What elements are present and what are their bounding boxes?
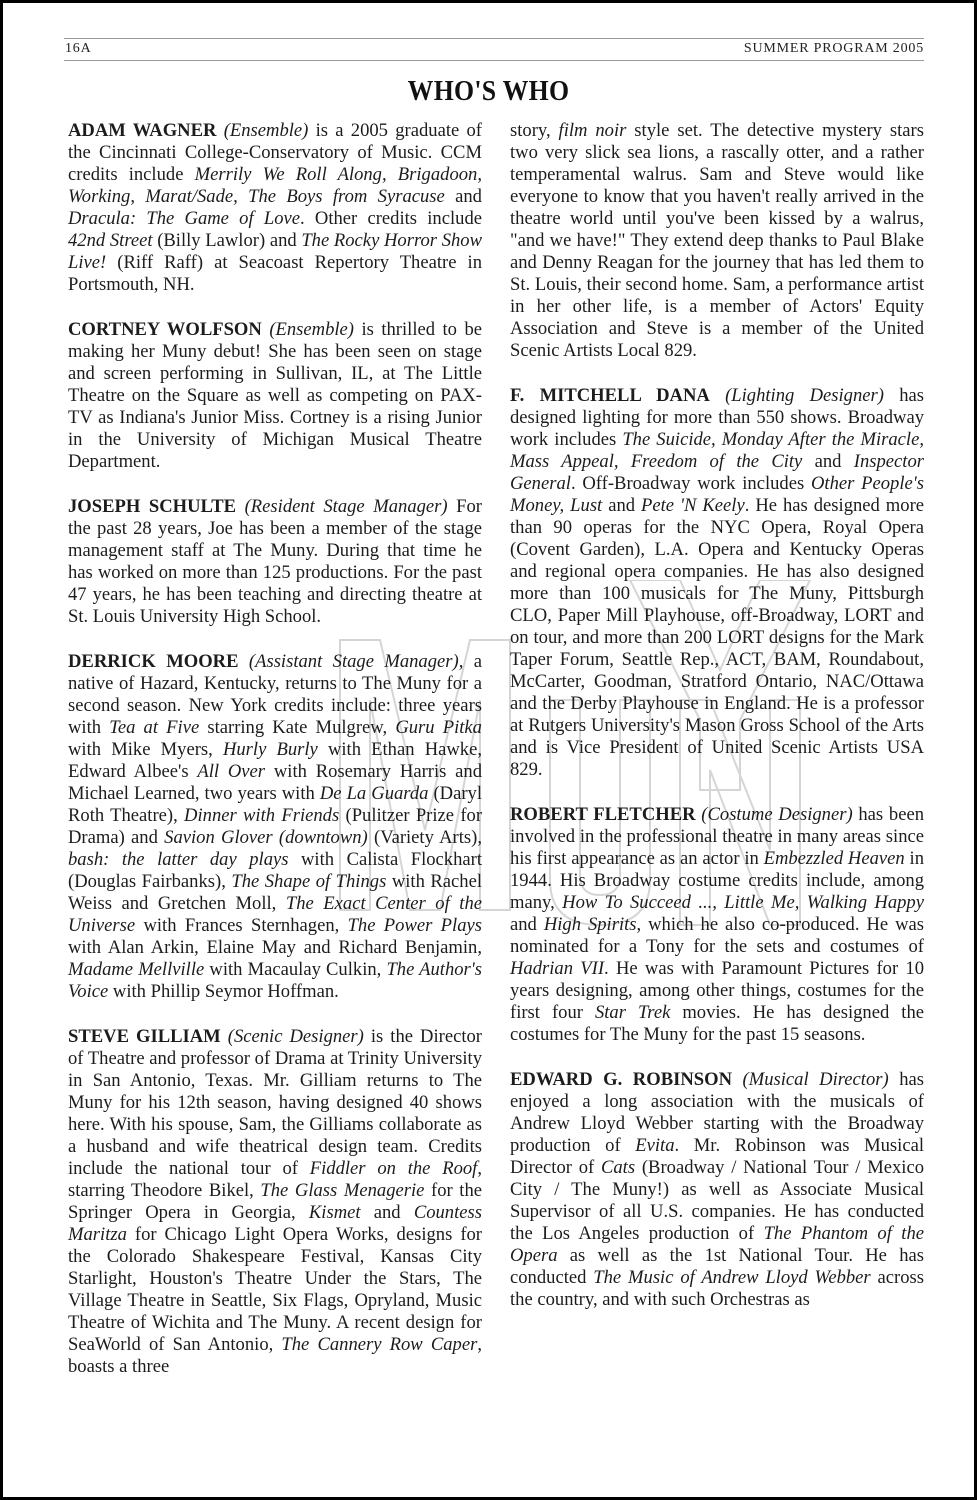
italic-title: Evita (635, 1135, 675, 1156)
bio-name: STEVE GILLIAM (68, 1026, 221, 1047)
bio-text: with Rosemary Harris and Michael Learned, two years with (68, 761, 483, 804)
bio-text: with Rachel Weiss and Gretchen Moll, (68, 871, 483, 914)
bio-text: (Daryl Roth Theatre), (68, 783, 482, 826)
bio-role: (Musical Director) (742, 1069, 889, 1090)
italic-title: Guru Pitka (395, 717, 482, 738)
bio-text: (Pulitzer Prize for Drama) and (68, 805, 483, 848)
italic-title: Inspector General (510, 451, 924, 494)
bio-text: . He was with Paramount Pictures for 10 years designing, among other things, costumes for the first four (510, 958, 924, 1023)
italic-title: Hadrian VII (510, 958, 605, 979)
page-number: 16A (65, 41, 92, 56)
bio-text: story, (510, 120, 559, 141)
italic-title: The Phantom of the Opera (510, 1223, 924, 1266)
bio-text: is the Director of Theatre and professor of Drama at Trinity University in San Antonio, Texas. Mr. Gilliam returns to The Muny for his 12th season, having designed 40 shows here. With his spouse, Sam, the Gilliams collaborate as a husband and wife theatrical design team. Credits include the national tour of (68, 1026, 482, 1179)
bio-text: (Riff Raff) at Seacoast Repertory Theatre in Portsmouth, NH. (68, 252, 482, 295)
italic-title: High Spirits (543, 914, 637, 935)
italic-title: film noir (558, 120, 627, 141)
italic-title: Madame Mellville (68, 959, 205, 980)
bio-entry (510, 385, 924, 781)
bio-name: JOSEPH SCHULTE (68, 496, 237, 517)
bio-text: (Broadway / National Tour / Mexico City / The Muny!) as well as Associate Musical Supervisor of all U.S. companies. He has conducted the Los Angeles production of (510, 1157, 924, 1244)
bio-text: for the Springer Opera in Georgia, (68, 1180, 482, 1223)
bio-role: (Resident Stage Manager) (244, 496, 448, 517)
page-title: WHO'S WHO (407, 76, 570, 107)
bio-entry (510, 1069, 924, 1311)
italic-title: Savion Glover (downtown) (164, 827, 368, 848)
bio-text: and (510, 914, 544, 935)
bio-entry (68, 120, 482, 296)
bio-text: . He has designed more than 90 operas for the NYC Opera, Royal Opera (Covent Garden), L.A. Opera and Kentucky Operas and regional opera companies. He has also designed more than 100 musicals for The Muny, Pittsburgh CLO, Paper Mill Playhouse, off-Broadway, LORT and on tour, and more than 200 LORT designs for the Mark Taper Forum, Seattle Rep., ACT, BAM, Roundabout, McCarter, Goodman, Stratford Ontario, NAC/Ottawa and the Derby Playhouse in England. He is a professor at Rutgers University's Mason Gross School of the Arts and is Vice President of United Scenic Artists USA 829. (510, 495, 925, 780)
bio-text: (Billy Lawlor) and (152, 230, 302, 251)
bio-text: for Chicago Light Opera Works, designs for the Colorado Shakespeare Festival, Kansas City Starlight, Houston's Theatre Under the Stars, The Village Theatre in Seattle, Six Flags, Opryland, Music Theatre of Wichita and The Muny. A recent design for SeaWorld of San Antonio, (68, 1224, 482, 1355)
italic-title: Tea at Five (109, 717, 200, 738)
bio-text: as well as the 1st National Tour. He has conducted (510, 1245, 924, 1288)
running-header (64, 38, 924, 61)
bio-role: (Costume Designer) (701, 804, 853, 825)
italic-title: The Glass Menagerie (260, 1180, 425, 1201)
bio-name: ADAM WAGNER (68, 120, 217, 141)
bio-text: with Calista Flockhart (Douglas Fairbanks), (68, 849, 482, 892)
bio-text: has enjoyed a long association with the musicals of Andrew Lloyd Webber starting with the Broadway production of (510, 1069, 924, 1156)
bio-text: with Mike Myers, (68, 739, 223, 760)
bio-name: ROBERT FLETCHER (510, 804, 696, 825)
italic-title: Merrily We Roll Along, Brigadoon, Working, Marat/Sade, The Boys from Syracuse (68, 164, 482, 207)
italic-title: Kismet (308, 1202, 361, 1223)
italic-title: The Music of Andrew Lloyd Webber (593, 1267, 871, 1288)
bio-text: has designed lighting for more than 550 shows. Broadway work includes (510, 385, 924, 450)
italic-title: The Suicide, Monday After the Miracle, Mass Appeal, Freedom of the City (510, 429, 924, 472)
left-column (68, 120, 482, 1401)
bio-role: (Ensemble) (269, 319, 354, 340)
bio-text: , a native of Hazard, Kentucky, returns to The Muny for a second season. New York credits include: three years with (68, 651, 482, 738)
italic-title: Dinner with Friends (184, 805, 340, 826)
program-title: SUMMER PROGRAM 2005 (743, 41, 924, 56)
italic-title: Hurly Burly (222, 739, 318, 760)
italic-title: All Over (197, 761, 266, 782)
italic-title: Fiddler on the Roof (309, 1158, 478, 1179)
bio-entry (68, 319, 482, 473)
bio-name: EDWARD G. ROBINSON (510, 1069, 732, 1090)
bio-text: and (802, 451, 854, 472)
bio-text: across the country, and with such Orchestras as (510, 1267, 924, 1310)
bio-text: and (602, 495, 642, 516)
bio-text: in 1944. His Broadway costume credits include, among many, (510, 848, 924, 913)
bio-role: (Assistant Stage Manager) (248, 651, 459, 672)
italic-title: The Cannery Row Caper (281, 1334, 478, 1355)
bio-text: with Ethan Hawke, Edward Albee's (68, 739, 482, 782)
italic-title: Star Trek (594, 1002, 671, 1023)
bio-text: style set. The detective mystery stars two very slick sea lions, a rascally otter, and a rather temperamental walrus. Sam and Steve would like everyone to know that you haven't really arrived in the theatre world until you've been kissed by a walrus, "and we have!" They extend deep thanks to Paul Blake and Denny Reagan for the journey that has led them to St. Louis, their second home. Sam, a performance artist in her other life, is a member of Actors' Equity Association and Steve is a member of the United Scenic Artists Local 829. (510, 120, 924, 361)
bio-text: is a 2005 graduate of the Cincinnati College-Conservatory of Music. CCM credits include (68, 120, 482, 185)
bio-text: with Frances Sternhagen, (135, 915, 348, 936)
bio-entry (68, 496, 482, 628)
italic-title: The Power Plays (347, 915, 482, 936)
italic-title: The Exact Center of the Universe (68, 893, 482, 936)
bio-text: . Other credits include (300, 208, 482, 229)
italic-title: The Shape of Things (231, 871, 387, 892)
bio-entry (510, 804, 924, 1046)
bio-text: with Phillip Seymor Hoffman. (108, 981, 339, 1002)
italic-title: Other People's Money, Lust (510, 473, 924, 516)
bio-text: . Mr. Robinson was Musical Director of (510, 1135, 924, 1178)
bio-name: CORTNEY WOLFSON (68, 319, 262, 340)
bio-text: , boasts a three (68, 1334, 482, 1377)
bio-text: , which he also co-produced. He was nominated for a Tony for the sets and costumes of (510, 914, 925, 957)
bio-entry (510, 120, 924, 362)
bio-role: (Ensemble) (223, 120, 309, 141)
bio-entry (68, 1026, 482, 1378)
italic-title: The Rocky Horror Show Live! (68, 230, 482, 273)
bio-name: F. MITCHELL DANA (510, 385, 710, 406)
bio-text: (Variety Arts), (367, 827, 482, 848)
bio-role: (Scenic Designer) (227, 1026, 364, 1047)
italic-title: De La Guarda (319, 783, 429, 804)
italic-title: bash: the latter day plays (68, 849, 289, 870)
bio-role: (Lighting Designer) (725, 385, 884, 406)
bio-text: has been involved in the professional theatre in many areas since his first appearance as an actor in (510, 804, 925, 869)
italic-title: Dracula: The Game of Love (68, 208, 301, 229)
bio-name: DERRICK MOORE (68, 651, 239, 672)
bio-text: with Macaulay Culkin, (204, 959, 387, 980)
bio-text: For the past 28 years, Joe has been a member of the stage management staff at The Muny. During that time he has worked on more than 125 productions. For the past 47 years, he has been teaching and directing theatre at St. Louis University High School. (68, 496, 482, 627)
bio-text: . Off-Broadway work includes (570, 473, 811, 494)
italic-title: The Author's Voice (68, 959, 482, 1002)
bio-text: with Alan Arkin, Elaine May and Richard Benjamin, (68, 937, 482, 958)
bio-text: movies. He has designed the costumes for The Muny for the past 15 seasons. (510, 1002, 924, 1045)
bio-entry (68, 651, 482, 1003)
italic-title: 42nd Street (68, 230, 153, 251)
italic-title: Embezzled Heaven (763, 848, 905, 869)
bio-text: , starring Theodore Bikel, (68, 1158, 482, 1201)
bio-text: starring Kate Mulgrew, (199, 717, 396, 738)
bio-text: and (360, 1202, 414, 1223)
italic-title: How To Succeed ..., Little Me, Walking Happy (562, 892, 924, 913)
italic-title: Pete 'N Keely (641, 495, 745, 516)
italic-title: Countess Maritza (68, 1202, 482, 1245)
bio-text: and (444, 186, 482, 207)
italic-title: Cats (600, 1157, 636, 1178)
bio-text: is thrilled to be making her Muny debut! She has been seen on stage and screen performing in Sullivan, IL, at The Little Theatre on the Square as well as competing on PAX-TV as Indiana's Junior Miss. Cortney is a rising Junior in the University of Michigan Musical Theatre Department. (68, 319, 482, 472)
right-column (510, 120, 924, 1334)
